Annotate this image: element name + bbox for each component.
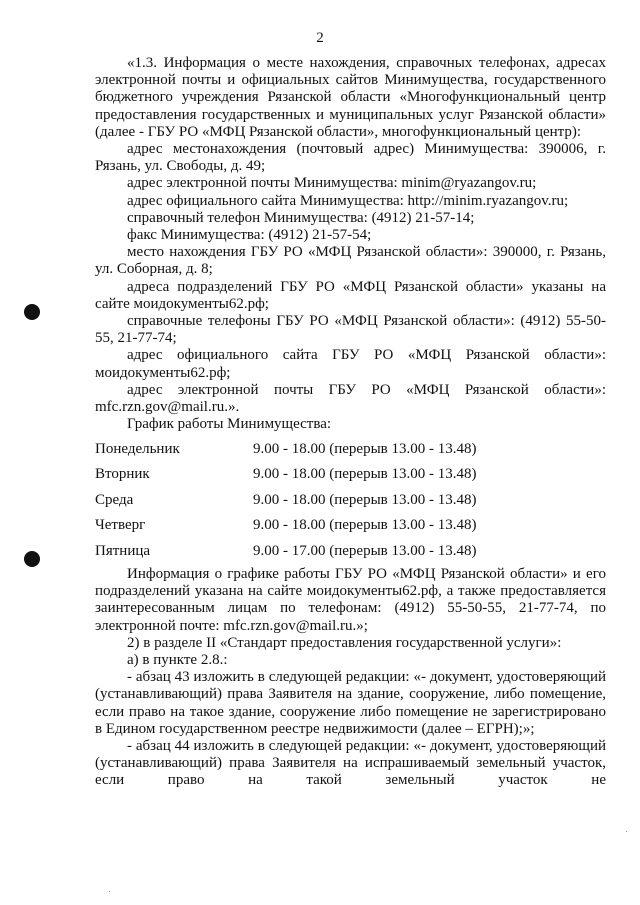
- clause-2-8-heading: а) в пункте 2.8.:: [127, 651, 228, 668]
- ministry-email: адрес электронной почты Минимущества: minim@ryazangov.ru;: [127, 175, 537, 192]
- schedule-hours: 9.00 - 18.00 (перерыв 13.00 - 13.48): [253, 440, 477, 457]
- page-number: 2: [316, 30, 324, 46]
- mfc-schedule-info: Информация о графике работы ГБУ РО «МФЦ Рязанской области» и его подразделений указана на сайте моидокументы62.рф, а также предоставляется заинтересованным лицам по телефонам: (4912) 55-50-55, 21-77-74, по электронной почте: mfc.rzn.gov@mail.ru.»;: [95, 565, 606, 634]
- paragraph-43-amendment: - абзац 43 изложить в следующей редакции: «- документ, удостоверяющий (устанавливающий) права Заявителя на здание, сооружение, либо помещение, если право на такое здание, сооружение либо помещение не зарегистрировано в Едином государственном реестре недвижимости (далее – ЕГРН);»;: [95, 669, 606, 737]
- mfc-phones: справочные телефоны ГБУ РО «МФЦ Рязанской области»: (4912) 55-50-55, 21-77-74;: [95, 313, 606, 347]
- mfc-branches: адреса подразделений ГБУ РО «МФЦ Рязанской области» указаны на сайте моидокументы62.рф;: [95, 278, 606, 312]
- ministry-phone: справочный телефон Минимущества: (4912) 21-57-14;: [127, 209, 475, 226]
- schedule-day: Четверг: [95, 517, 146, 534]
- section-2-amendment: 2) в разделе II «Стандарт предоставления государственной услуги»:: [127, 634, 562, 651]
- ministry-fax: факс Минимущества: (4912) 21-57-54;: [127, 227, 372, 244]
- schedule-hours: 9.00 - 18.00 (перерыв 13.00 - 13.48): [253, 491, 477, 508]
- mfc-address: место нахождения ГБУ РО «МФЦ Рязанской области»: 390000, г. Рязань, ул. Соборная, д. 8;: [95, 244, 606, 278]
- schedule-hours: 9.00 - 18.00 (перерыв 13.00 - 13.48): [253, 517, 477, 534]
- schedule-day: Понедельник: [95, 440, 180, 457]
- schedule-heading: График работы Минимущества:: [127, 416, 332, 433]
- ministry-website: адрес официального сайта Минимущества: http://minim.ryazangov.ru;: [127, 192, 569, 209]
- ministry-schedule-table: [95, 436, 606, 564]
- scan-speck: [626, 831, 627, 832]
- section-1-3-paragraph: «1.3. Информация о месте нахождения, справочных телефонах, адресах электронной почты и официальных сайтов Минимущества, государственного бюджетного учреждения Рязанской области «Многофункциональный центр предоставления государственных и муниципальных услуг Рязанской области» (далее - ГБУ РО «МФЦ Рязанской области», многофункциональный центр):: [95, 55, 606, 140]
- schedule-day: Пятница: [95, 542, 151, 559]
- scan-speck: [109, 891, 110, 892]
- hole-punch-top: [24, 304, 40, 320]
- schedule-row: [95, 436, 606, 462]
- schedule-row: [95, 487, 606, 513]
- paragraph-44-amendment: - абзац 44 изложить в следующей редакции: «- документ, удостоверяющий (устанавливающий) права Заявителя на испрашиваемый земельный участок, если право на такой земельный участок не: [95, 738, 606, 789]
- schedule-row: [95, 462, 606, 488]
- schedule-hours: 9.00 - 17.00 (перерыв 13.00 - 13.48): [253, 542, 477, 559]
- mfc-email: адрес электронной почты ГБУ РО «МФЦ Рязанской области»: mfc.rzn.gov@mail.ru.».: [95, 381, 606, 416]
- ministry-postal-address: адрес местонахождения (почтовый адрес) Минимущества: 390006, г. Рязань, ул. Свободы, д. 49;: [95, 141, 606, 175]
- schedule-row: [95, 538, 606, 564]
- hole-punch-bottom: [24, 551, 40, 567]
- schedule-day: Среда: [95, 491, 134, 508]
- schedule-hours: 9.00 - 18.00 (перерыв 13.00 - 13.48): [253, 466, 477, 483]
- schedule-day: Вторник: [95, 466, 150, 483]
- schedule-row: [95, 513, 606, 539]
- mfc-website: адрес официального сайта ГБУ РО «МФЦ Рязанской области»: моидокументы62.рф;: [95, 347, 606, 381]
- document-body: [95, 55, 606, 790]
